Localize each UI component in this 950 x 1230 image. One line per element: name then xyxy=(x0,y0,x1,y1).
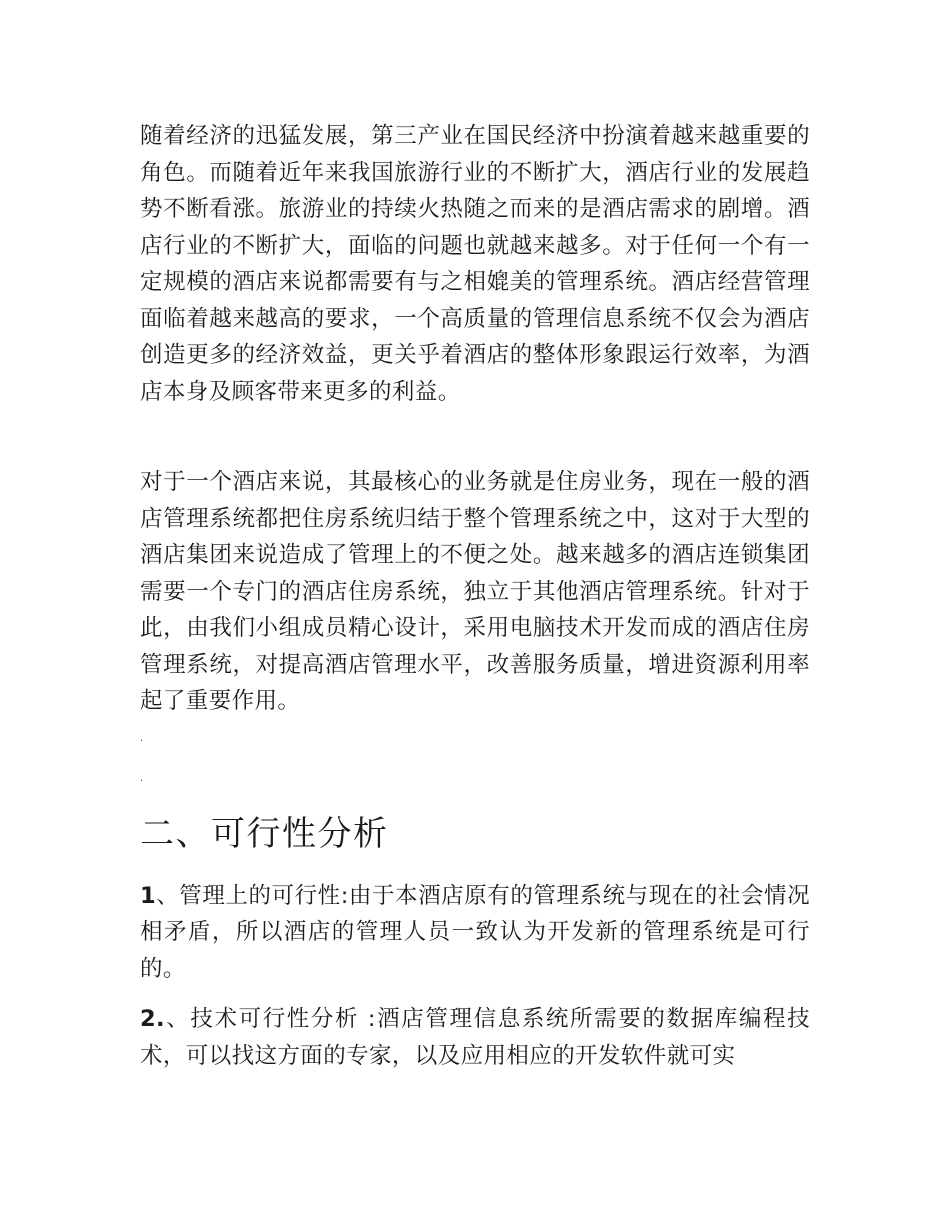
feasibility-item-technical xyxy=(140,1001,810,1074)
item-number: 1 xyxy=(140,882,157,909)
stray-dot: . xyxy=(140,732,144,744)
item-number: 2. xyxy=(140,1006,166,1032)
stray-dot: . xyxy=(140,772,144,784)
background-paragraph: 对于一个酒店来说，其最核心的业务就是住房业务，现在一般的酒店管理系统都把住房系统归结于整个管理系统之中，这对于大型的酒店集团来说造成了管理上的不便之处。越来越多的酒店连锁集团需要一个专门的酒店住房系统，独立于其他酒店管理系统。针对于此，由我们小组成员精心设计，采用电脑技术开发而成的酒店住房管理系统，对提高酒店管理水平，改善服务质量，增进资源利用率起了重要作用。 xyxy=(140,469,810,714)
item-text: 、技术可行性分析 :酒店管理信息系统所需要的数据库编程技术，可以找这方面的专家，以及应用相应的开发软件就可实 xyxy=(140,1006,810,1069)
item-text: 、管理上的可行性:由于本酒店原有的管理系统与现在的社会情况相矛盾，所以酒店的管理人员一致认为开发新的管理系统是可行的。 xyxy=(140,882,810,982)
section-heading: 二、可行性分析 xyxy=(140,813,389,854)
feasibility-item-management xyxy=(140,878,810,988)
intro-paragraph: 随着经济的迅猛发展，第三产业在国民经济中扮演着越来越重要的角色。而随着近年来我国旅游行业的不断扩大，酒店行业的发展趋势不断看涨。旅游业的持续火热随之而来的是酒店需求的剧增。酒店行业的不断扩大，面临的问题也就越来越多。对于任何一个有一定规模的酒店来说都需要有与之相媲美的管理系统。酒店经营管理面临着越来越高的要求，一个高质量的管理信息系统不仅会为酒店创造更多的经济效益，更关乎着酒店的整体形象跟运行效率，为酒店本身及顾客带来更多的利益。 xyxy=(140,123,810,405)
document-page xyxy=(140,118,810,1088)
